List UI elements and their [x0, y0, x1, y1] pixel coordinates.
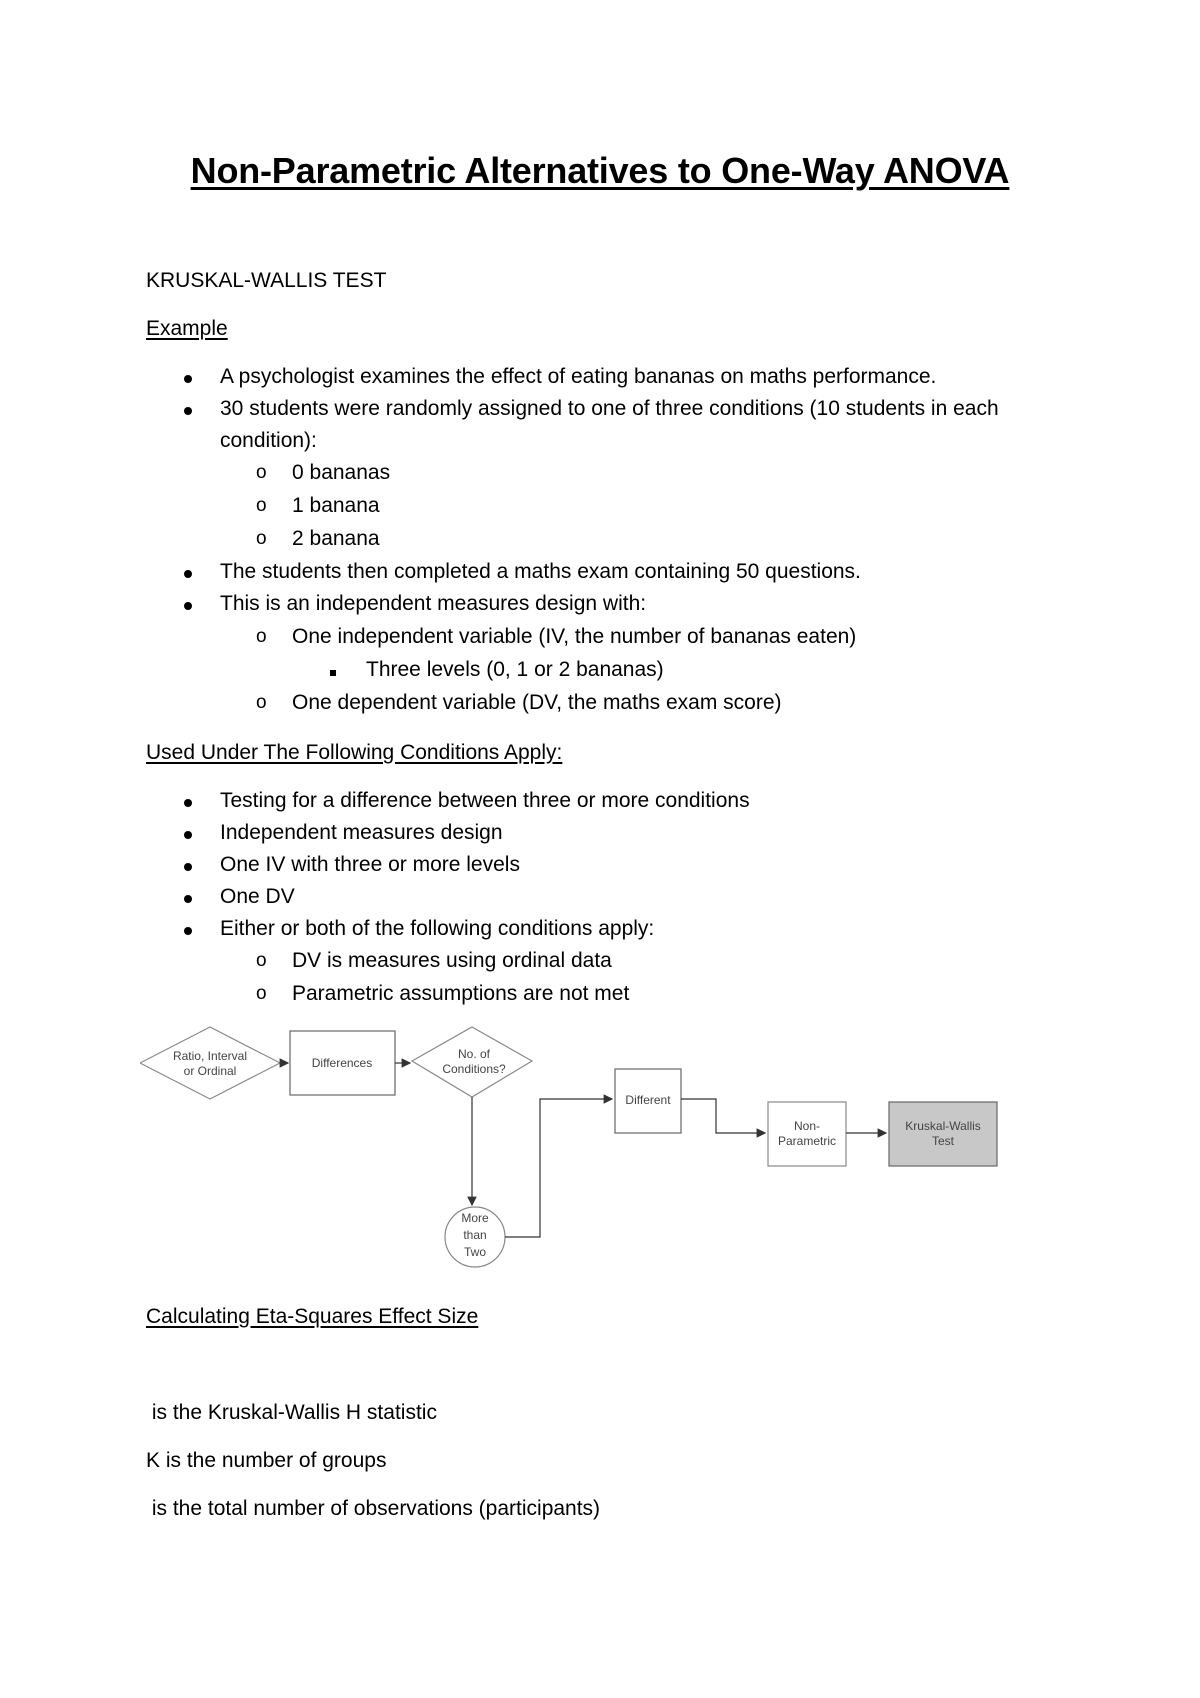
bullet-icon — [184, 820, 214, 846]
data-type-label-2: or Ordinal — [183, 1064, 237, 1078]
kruskal-wallis-label-1: Kruskal-Wallis — [905, 1119, 981, 1133]
circle-bullet-icon: o — [256, 950, 267, 971]
bullet-icon — [184, 559, 214, 585]
bullet-icon — [184, 916, 214, 942]
circle-bullet-icon: o — [256, 983, 267, 1004]
observations-line: is the total number of observations (participants) — [146, 1497, 601, 1520]
data-type-diamond — [140, 1027, 280, 1099]
more-than-two-label-1: More — [461, 1211, 489, 1225]
h-statistic-line: is the Kruskal-Wallis H statistic — [146, 1401, 437, 1424]
no-conditions-label-2: Conditions? — [442, 1062, 506, 1076]
circle-bullet-icon: o — [256, 528, 267, 549]
more-than-two-label-2: than — [463, 1228, 487, 1242]
bullet-icon — [184, 396, 214, 422]
different-label: Different — [625, 1093, 671, 1107]
circle-bullet-icon: o — [256, 462, 267, 483]
bullet-icon — [184, 591, 214, 617]
page-title: Non-Parametric Alternatives to One-Way ANOVA — [190, 150, 1010, 191]
document-page: Non-Parametric Alternatives to One-Way ANOVA KRUSKAL-WALLIS TEST Example A psychologist examines the effect of eating bananas on maths performance. 30 students were randomly assigned to one of three conditions (10 students in each condition): o 0 bananas o 1 banana o 2 banana The students then completed a maths exam containing 50 questions. This is an independent measures design with: o One independent variable (IV, the number of bananas eaten) Three levels (0, 1 or 2 bananas) o One dependent variable (DV, the maths exam score) Used Under The Following Conditions Apply: Testing for a difference between three or more conditions Independent measures design One IV with three or more levels One DV Either or both of the following conditions apply: o DV is measures using ordinal data o Parametric assumptions are not met Ratio, Interval or Ordinal Differences No. of Conditions? More than Two Different Non- Parametric Kruskal-Wallis Test Calculating Eta-Squares Effect Size is the Kruskal-Wallis H statistic K is the number of groups is the total number of observations (participants) — [0, 0, 1200, 1698]
bullet-icon — [184, 364, 214, 390]
data-type-label-1: Ratio, Interval — [172, 1049, 248, 1063]
differences-label: Differences — [311, 1056, 373, 1070]
conditions-heading: Used Under The Following Conditions Apply: — [146, 741, 563, 764]
groups-line: K is the number of groups — [146, 1449, 387, 1472]
bullet-icon — [184, 884, 214, 910]
circle-bullet-icon: o — [256, 495, 267, 516]
decision-flowchart — [140, 1025, 1020, 1285]
section-heading: KRUSKAL-WALLIS TEST — [146, 269, 387, 292]
non-parametric-label-2: Parametric — [777, 1134, 837, 1148]
non-parametric-label-1: Non- — [793, 1119, 821, 1133]
bullet-icon — [184, 852, 214, 878]
example-heading: Example — [146, 317, 228, 340]
no-conditions-label-1: No. of — [457, 1047, 491, 1061]
kruskal-wallis-label-2: Test — [931, 1134, 955, 1148]
bullet-icon — [184, 788, 214, 814]
circle-bullet-icon: o — [256, 692, 267, 713]
effect-size-heading: Calculating Eta-Squares Effect Size — [146, 1305, 479, 1328]
circle-bullet-icon: o — [256, 626, 267, 647]
more-than-two-label-3: Two — [463, 1245, 487, 1259]
square-bullet-icon — [330, 657, 360, 683]
